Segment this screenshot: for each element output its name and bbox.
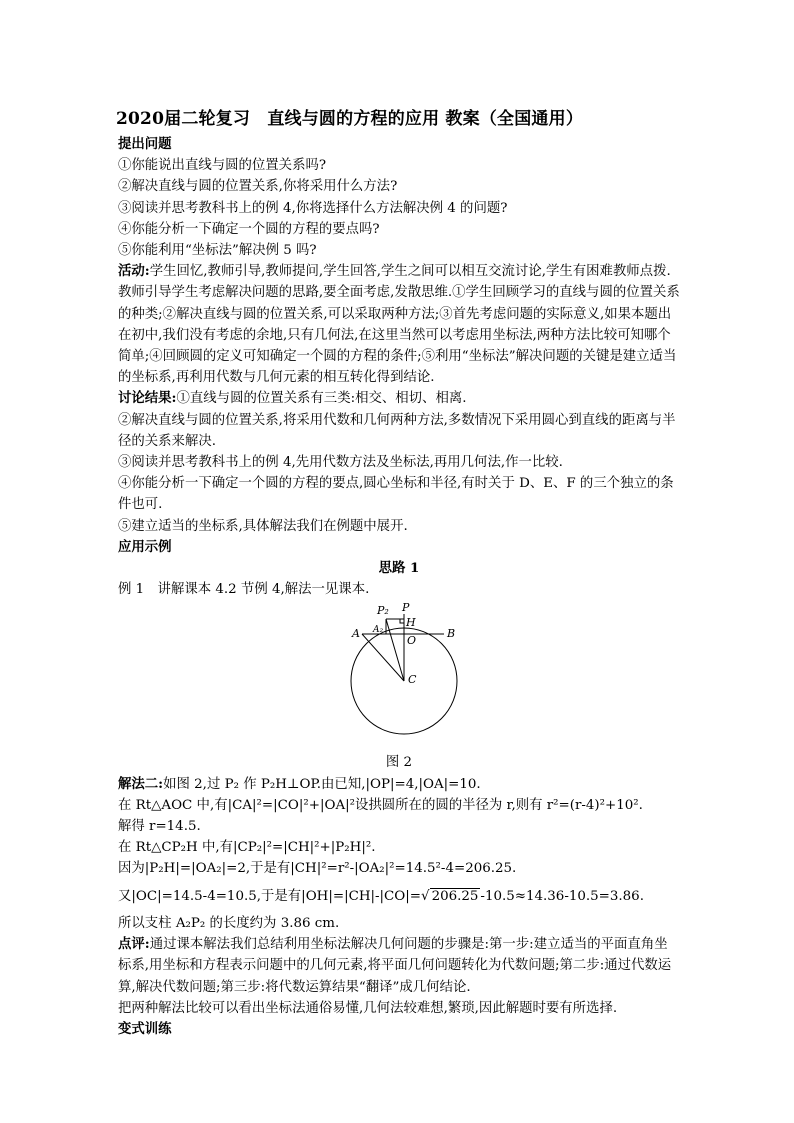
discussion-item: ③阅读并思考教科书上的例 4,先用代数方法及坐标法,再用几何法,作一比较.	[118, 455, 563, 471]
document-title: 2020届二轮复习 直线与圆的方程的应用 教案（全国通用）	[116, 109, 584, 129]
solution2-line: 在 Rt△CP₂H 中,有|CP₂|²=|CH|²+|P₂H|².	[118, 840, 376, 856]
label-o: O	[407, 634, 417, 648]
activity-text: 学生回忆,教师引导,教师提问,学生回答,学生之间可以相互交流讨论,学生有困难教师点拨.教师引导学生考虑解决问题的思路,要全面考虑,发散思维.①学生回顾学习的直线与圆的位置关系的种类;②解决直线与圆的位置关系,可以采取两种方法;③首先考虑问题的实际意义,如果本题出在初中,我们没有考虑的余地,只有几何法,在这里当然可以考虑用坐标法,两种方法比较可知哪个简单;④回顾圆的定义可知确定一个圆的方程的条件;⑤利用“坐标法”解决问题的关键是建立适当的坐标系,再利用代数与几何元素的相互转化得到结论.	[118, 264, 680, 386]
question-item: ②解决直线与圆的位置关系,你将采用什么方法?	[118, 179, 398, 195]
comment-paragraph: 点评:通过课本解法我们总结利用坐标法解决几何问题的步骤是:第一步:建立适当的平面直角坐标系,用坐标和方程表示问题中的几何元素,将平面几何问题转化为代数问题;第二步:通过代数运算,解决代数问题;第三步:将代数运算结果“翻译”成几何结论.	[118, 936, 672, 995]
figure-circle-arch	[118, 602, 680, 752]
document-body	[118, 134, 680, 1040]
label-a: A	[352, 627, 360, 641]
subheading-approach: 思路 1	[378, 560, 420, 577]
label-p2: P₂	[377, 604, 389, 618]
solution2-sqrt-line: 又|OC|=14.5-4=10.5,于是有|OH|=|CH|-|CO|=√ 206.25 -10.5≈14.36-10.5=3.86.	[118, 888, 644, 904]
question-item: ⑤你能利用“坐标法”解决例 5 吗?	[118, 243, 317, 259]
comment-label: 点评:	[118, 936, 150, 953]
sqrt-symbol: √	[421, 888, 430, 904]
section-heading-raise-question: 提出问题	[118, 136, 172, 152]
example-1: 例 1 讲解课本 4.2 节例 4,解法一见课本.	[118, 582, 370, 598]
solution2-first: 解法二:如图 2,过 P₂ 作 P₂H⊥OP.由已知,|OP|=4,|OA|=10.	[118, 775, 481, 792]
comment-extra: 把两种解法比较可以看出坐标法通俗易懂,几何法较难想,繁琐,因此解题时要有所选择.	[118, 1000, 618, 1016]
solution2-conclusion: 所以支柱 A₂P₂ 的长度约为 3.86 cm.	[118, 915, 340, 931]
solution2-line: 解得 r=14.5.	[118, 819, 201, 835]
geometry-diagram	[118, 602, 680, 752]
question-item: ④你能分析一下确定一个圆的方程的要点吗?	[118, 221, 380, 237]
figure-caption: 图 2	[385, 755, 413, 771]
discussion-first: 讨论结果:①直线与圆的位置关系有三类:相交、相切、相离.	[118, 390, 467, 407]
question-item: ①你能说出直线与圆的位置关系吗?	[118, 158, 327, 174]
solution2-line: 因为|P₂H|=|OA₂|=2,于是有|CH|²=r²-|OA₂|²=14.5²-4=206.25.	[118, 861, 517, 877]
label-a2: A₂	[373, 625, 384, 636]
segment-ac	[362, 634, 404, 681]
question-item: ③阅读并思考教科书上的例 4,你将选择什么方法解决例 4 的问题?	[118, 200, 508, 216]
discussion-item: ④你能分析一下确定一个圆的方程的要点,圆心坐标和半径,有时关于 D、E、F 的三个独立的条件也可.	[118, 476, 674, 513]
activity-paragraph	[118, 261, 680, 388]
label-p: P	[402, 602, 410, 615]
solution2-line: 在 Rt△AOC 中,有|CA|²=|CO|²+|OA|²设拱圆所在的圆的半径为 r,则有 r²=(r-4)²+10².	[118, 797, 643, 813]
section-heading-variant: 变式训练	[118, 1020, 172, 1037]
label-b: B	[447, 627, 456, 641]
label-h: H	[406, 616, 416, 630]
discussion-label: 讨论结果:	[118, 390, 177, 407]
activity-label: 活动:	[118, 263, 150, 280]
label-c: C	[408, 673, 417, 687]
right-angle-mark	[400, 619, 404, 623]
discussion-item: ⑤建立适当的坐标系,具体解法我们在例题中展开.	[118, 518, 408, 534]
sqrt-radicand: 206.25	[431, 888, 479, 904]
section-heading-examples: 应用示例	[118, 538, 172, 555]
discussion-item: ②解决直线与圆的位置关系,将采用代数和几何两种方法,多数情况下采用圆心到直线的距离与半径的关系来解决.	[118, 412, 676, 449]
solution2-label: 解法二:	[118, 775, 164, 792]
